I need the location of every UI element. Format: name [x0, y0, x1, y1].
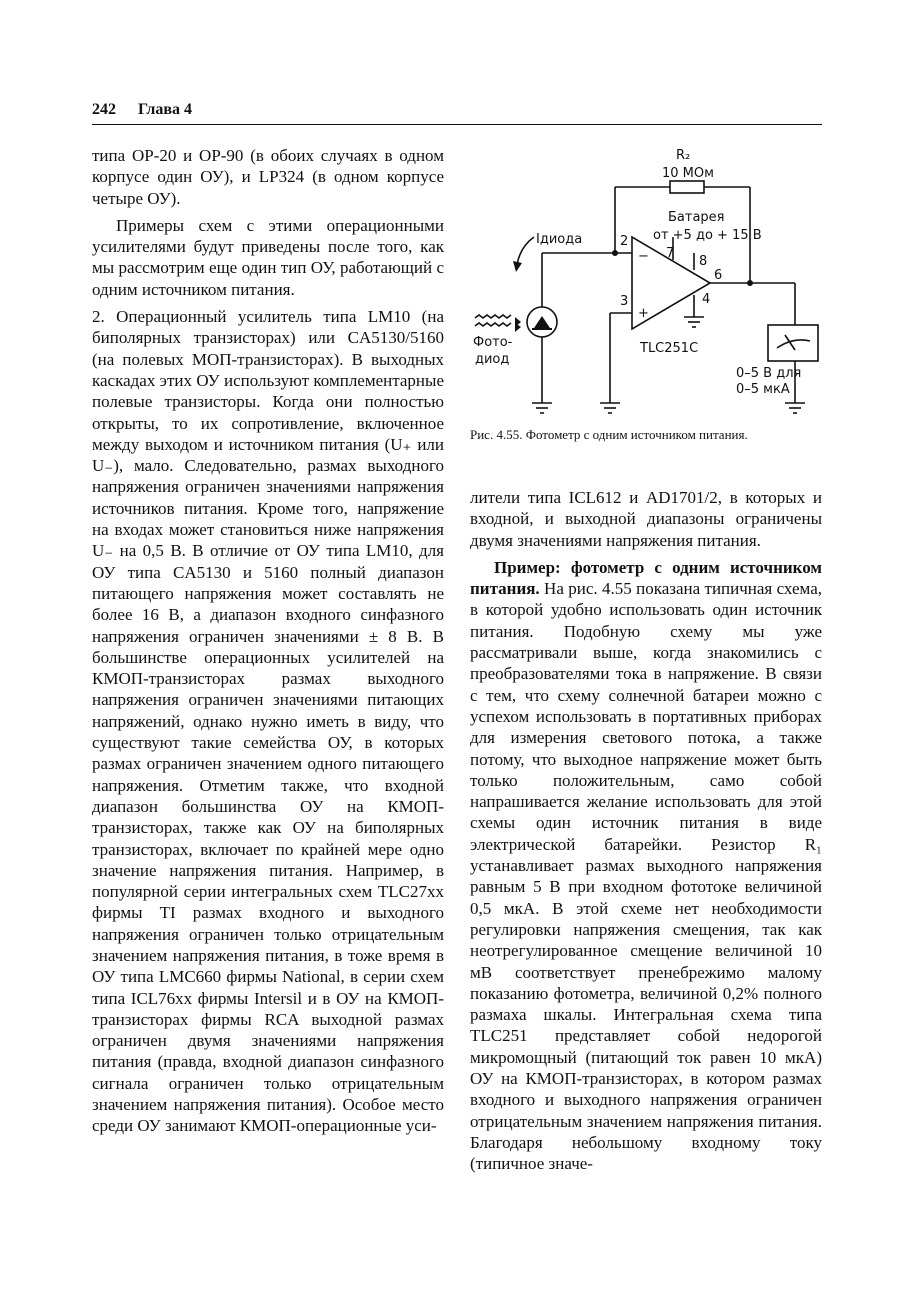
- light-arrow-wavy-2: [475, 323, 511, 326]
- photodiode-triangle: [534, 316, 550, 328]
- pin-8-label: 8: [699, 254, 708, 269]
- figure-caption: Рис. 4.55. Фотометр с одним источником питания.: [470, 427, 748, 442]
- minus-sign-label: −: [638, 249, 649, 264]
- right-paragraph-1: лители типа ICL612 и AD1701/2, в которых и входной, и выходной диапазоны ограничены двумя значениями напряжения питания.: [470, 488, 822, 550]
- junction-dot-input: [612, 250, 618, 256]
- right-column: [470, 487, 822, 1175]
- pin-2-label: 2: [620, 234, 629, 249]
- left-column: [92, 145, 444, 1137]
- circuit-diagram: [470, 145, 822, 430]
- ground-symbol-meter: [785, 403, 805, 413]
- example-heading: Пример: фотометр с одним источником питания.: [470, 557, 822, 599]
- photometer-circuit-figure: [470, 145, 822, 430]
- junction-dot-output: [747, 280, 753, 286]
- pin-3-label: 3: [620, 294, 629, 309]
- plus-sign-label: +: [638, 306, 649, 321]
- left-paragraph-3: 2. Операционный усилитель типа LM10 (на биполярных транзисторах) или CA5130/5160 (на полевых МОП-транзисторах). В выходных каскадах этих ОУ используют комплементарные полевые транзисторы. Когда они полностью открыты, то их сопротивление, включенное между выходом и источником питания (U₊ или U₋), мало. Следовательно, размах выходного напряжения ограничен значениями напряжения источников питания. Кроме того, напряжение на входах может становиться ниже напряжения U₋ на 0,5 В. В отличие от ОУ типа LM10, для ОУ типа CA5130 и 5160 полный диапазон питающего напряжения может составлять не более 16 В, а диапазон входного синфазного напряжения ограничен значениями ± 8 В. В большинстве операционных усилителей на КМОП-транзисторах размах выходного напряжения ограничен значениями питающих напряжений, однако нужно иметь в виду, что существуют такие семейства ОУ, в которых размах ограничен значением одного питающего напряжения. Отметим также, что входной диапазон большинства ОУ на КМОП-транзисторах, также как ОУ на биполярных транзисторах, включает по крайней мере одно значение напряжения питания. Например, в популярной серии интегральных схем TLC27xx фирмы TI размах входного и выходного напряжения ограничен только отрицательным значением напряжения питания, в тоже время в ОУ типа LMC660 фирмы National, в серии схем типа ICL76xx фирмы Intersil и в ОУ на КМОП-транзисторах фирмы RCA выходной размах ограничен двумя значениями напряжения питания (правда, входной диапазон синфазного сигнала ограничен только отрицательным значением напряжения питания). Особое место среди ОУ занимают КМОП-операционные уси-: [92, 307, 444, 1136]
- ground-symbol-pin4: [684, 317, 704, 327]
- meter-range-current: 0–5 мкА: [736, 382, 790, 397]
- left-paragraph-2: Примеры схем с этими операционными усилителями будут приведены после того, как мы рассмотрим еще один тип ОУ, работающий с одним источником питания.: [92, 215, 444, 299]
- resistor-r2: [670, 181, 704, 193]
- pin-4-label: 4: [702, 292, 711, 307]
- current-label: Iдиода: [536, 232, 583, 247]
- chip-label: TLC251C: [640, 341, 699, 356]
- r2-label: R₂: [676, 148, 691, 163]
- current-arrow-head: [513, 261, 522, 272]
- chapter-title: Глава 4: [138, 101, 192, 118]
- meter-box: [768, 325, 818, 361]
- photodiode-label-1: Фото-: [473, 335, 513, 350]
- battery-label: Батарея: [668, 210, 725, 225]
- pin-6-label: 6: [714, 268, 723, 283]
- running-head: [92, 101, 822, 123]
- right-paragraph-2: [470, 557, 822, 1175]
- current-arrow-curve: [517, 237, 534, 265]
- header-rule: [92, 124, 822, 125]
- page-number: 242: [92, 101, 116, 118]
- ground-symbol-noninverting: [600, 403, 620, 413]
- left-paragraph-1: типа OP-20 и OP-90 (в обоих случаях в одном корпусе один ОУ), и LP324 (в одном корпусе четыре ОУ).: [92, 146, 444, 208]
- r2-value: 10 МОм: [662, 166, 714, 181]
- light-arrow-wavy-1: [475, 315, 511, 318]
- battery-range: от +5 до + 15 В: [653, 228, 762, 243]
- meter-range-volts: 0–5 В для: [736, 366, 802, 381]
- ground-symbol-photodiode: [532, 403, 552, 413]
- example-body: На рис. 4.55 показана типичная схема, в которой удобно использовать один источник питания. Подобную схему мы уже рассматривали выше, когда знакомились с преобразователями тока в напряжение. В связи с тем, что схему солнечной батареи можно с успехом использовать в портативных приборах для измерения светового потока, а также потому, что выходное напряжение может быть только положительным, само собой напрашивается желание использовать для этой схемы один источник питания в виде электрической батарейки. Резистор R₁ устанавливает размах выходного напряжения равным 5 В при входном фототоке величиной 0,5 мкА. В этой схеме нет необходимости регулировки напряжения смещения, так как неотрегулированное смещение величиной 10 мВ соответствует пренебрежимо малому показанию фотометра, величиной 0,2% полного размаха шкалы. Интегральная схема типа TLC251 представляет собой недорогой микромощный (питающий ток равен 10 мкА) ОУ на КМОП-транзисторах, в котором размах входного и выходного напряжения ограничен отрицательным значением напряжения питания. Благодаря небольшому входному току (типичное значе-: [470, 579, 822, 1174]
- photodiode-label-2: диод: [475, 352, 510, 367]
- pin-7-label: 7: [666, 246, 675, 261]
